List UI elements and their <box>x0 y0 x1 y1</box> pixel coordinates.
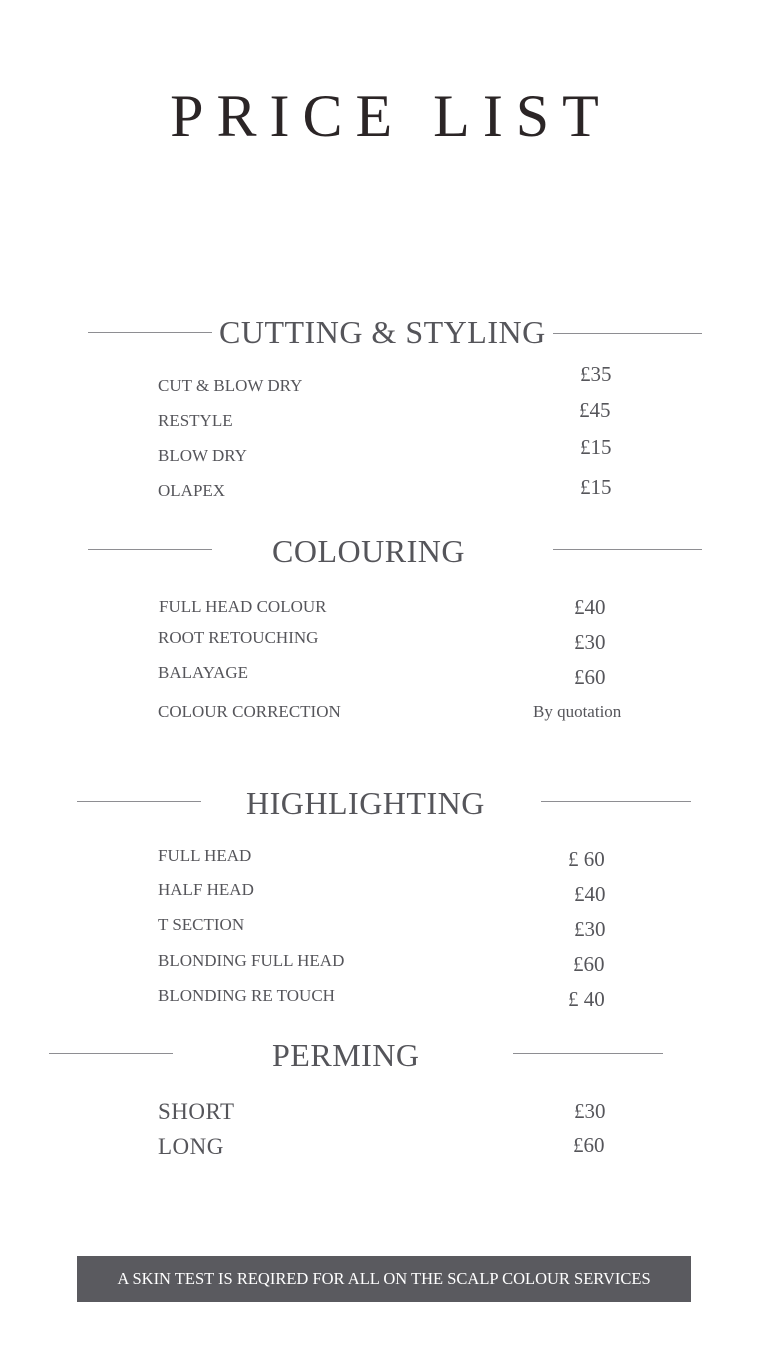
service-price: £45 <box>579 398 611 422</box>
service-price: £ 60 <box>568 847 605 871</box>
service-price: £60 <box>573 952 605 976</box>
section-heading: HIGHLIGHTING <box>246 785 485 821</box>
service-price: By quotation <box>533 702 622 721</box>
section-heading: PERMING <box>272 1037 420 1073</box>
service-name: COLOUR CORRECTION <box>158 702 341 721</box>
section-divider-left <box>88 332 212 333</box>
section-divider-right <box>513 1053 663 1054</box>
service-name: BALAYAGE <box>158 663 249 682</box>
service-price: £30 <box>574 630 606 654</box>
service-name: OLAPEX <box>158 481 226 500</box>
service-name: BLOW DRY <box>158 446 247 465</box>
notice-text: A SKIN TEST IS REQIRED FOR ALL ON THE SCALP COLOUR SERVICES <box>117 1269 651 1288</box>
section-divider-left <box>88 549 212 550</box>
service-name: FULL HEAD <box>158 846 252 865</box>
section-divider-left <box>49 1053 173 1054</box>
service-name: SHORT <box>158 1099 235 1124</box>
service-price: £30 <box>574 917 606 941</box>
section-divider-right <box>553 549 702 550</box>
service-name: RESTYLE <box>158 411 233 430</box>
section-heading: COLOURING <box>272 533 465 569</box>
service-name: T SECTION <box>158 915 245 934</box>
service-name: HALF HEAD <box>158 880 254 899</box>
service-name: LONG <box>158 1134 224 1159</box>
section-divider-left <box>77 801 201 802</box>
service-name: BLONDING FULL HEAD <box>158 951 345 970</box>
service-price: £ 40 <box>568 987 605 1011</box>
service-price: £15 <box>580 435 612 459</box>
section-divider-right <box>553 333 702 334</box>
service-price: £35 <box>580 362 612 386</box>
service-name: ROOT RETOUCHING <box>158 628 319 647</box>
service-price: £60 <box>574 665 606 689</box>
section-heading: CUTTING & STYLING <box>219 314 546 350</box>
service-price: £15 <box>580 475 612 499</box>
service-name: BLONDING RE TOUCH <box>158 986 335 1005</box>
skin-test-notice <box>77 1256 691 1302</box>
service-price: £60 <box>573 1133 605 1157</box>
section-divider-right <box>541 801 691 802</box>
page-title: PRICE LIST <box>170 83 612 149</box>
service-price: £40 <box>574 595 606 619</box>
service-price: £40 <box>574 882 606 906</box>
service-price: £30 <box>574 1099 606 1123</box>
service-name: FULL HEAD COLOUR <box>159 597 327 616</box>
service-name: CUT & BLOW DRY <box>158 376 303 395</box>
